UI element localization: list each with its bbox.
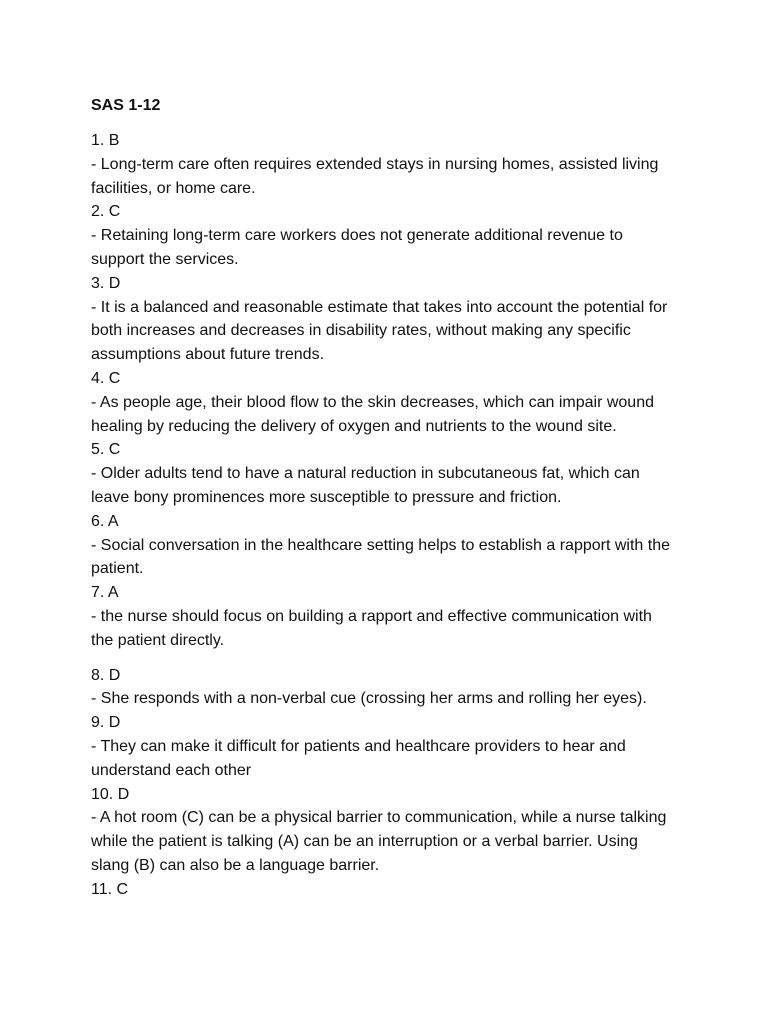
answer-explanation: - Social conversation in the healthcare setting helps to establish a rapport with the patient. <box>91 536 670 578</box>
answer-label: 10. D <box>91 785 130 803</box>
answer-item-10 <box>91 783 678 878</box>
answer-label: 7. A <box>91 584 119 602</box>
answer-list <box>91 129 678 902</box>
answer-label: 4. C <box>91 369 121 387</box>
answer-item-3 <box>91 272 678 367</box>
answer-item-5 <box>91 438 678 509</box>
answer-item-9 <box>91 711 678 782</box>
answer-explanation: - Retaining long-term care workers does not generate additional revenue to support the services. <box>91 227 623 268</box>
answer-item-1 <box>91 129 678 200</box>
answer-label: 8. D <box>91 666 121 684</box>
answer-explanation: - A hot room (C) can be a physical barrier to communication, while a nurse talking while the patient is talking (A) can be an interruption or a verbal barrier. Using slang (B) can also be a language barrier. <box>91 809 667 874</box>
answer-explanation: - the nurse should focus on building a rapport and effective communication with the patient directly. <box>91 607 652 649</box>
answer-label: 6. A <box>91 512 119 530</box>
answer-item-4 <box>91 367 678 438</box>
answer-explanation: - They can make it difficult for patients and healthcare providers to hear and understand each other <box>91 737 626 779</box>
answer-item-6 <box>91 510 678 581</box>
document-title: SAS 1-12 <box>91 97 161 114</box>
answer-item-2 <box>91 200 678 271</box>
answer-explanation: - It is a balanced and reasonable estimate that takes into account the potential for both increases and decreases in disability rates, without making any specific assumptions about future trends. <box>91 298 668 364</box>
answer-explanation: - Older adults tend to have a natural reduction in subcutaneous fat, which can leave bony prominences more susceptible to pressure and friction. <box>91 465 640 506</box>
answer-item-11 <box>91 878 678 902</box>
answer-label: 3. D <box>91 274 121 292</box>
answer-label: 2. C <box>91 203 121 221</box>
answer-explanation: - She responds with a non-verbal cue (crossing her arms and rolling her eyes). <box>91 690 647 708</box>
answer-label: 5. C <box>91 441 121 459</box>
answer-explanation: - Long-term care often requires extended stays in nursing homes, assisted living facilities, or home care. <box>91 155 659 197</box>
answer-label: 11. C <box>91 880 129 898</box>
answer-item-7 <box>91 581 678 652</box>
answer-label: 9. D <box>91 714 121 732</box>
answer-label: 1. B <box>91 132 120 149</box>
answer-explanation: - As people age, their blood flow to the skin decreases, which can impair wound healing by reducing the delivery of oxygen and nutrients to the wound site. <box>91 393 654 435</box>
answer-item-8 <box>91 664 678 712</box>
